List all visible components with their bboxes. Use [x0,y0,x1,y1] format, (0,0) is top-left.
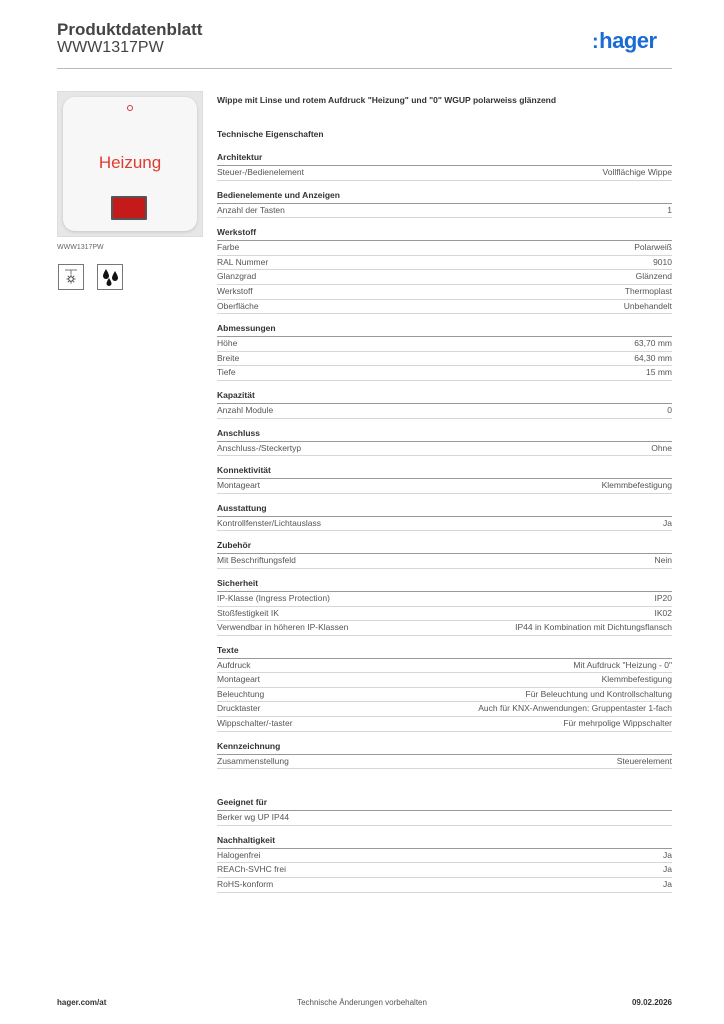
spec-section [217,835,672,893]
spec-section [217,741,672,770]
spec-row [217,270,672,285]
spec-row [217,863,672,878]
spec-label: Montageart [217,480,260,491]
spec-section [217,645,672,732]
spec-label: Beleuchtung [217,688,265,699]
logo-text: hager [599,28,657,53]
spec-value: Polarweiß [634,242,672,253]
spec-row [217,166,672,181]
spec-section [217,578,672,636]
section-title: Geeignet für [217,797,672,811]
spec-label: Zusammenstellung [217,755,289,766]
rocker-print-text: Heizung [98,153,162,172]
spec-label: RAL Nummer [217,256,269,267]
spec-row [217,404,672,419]
spec-row [217,702,672,717]
footer-notice: Technische Änderungen vorbehalten [297,998,427,1007]
spec-row [217,337,672,352]
spec-label: IP-Klasse (Ingress Protection) [217,592,330,603]
footer-date: 09.02.2026 [631,998,672,1007]
spec-value: Glänzend [635,271,672,282]
spec-section [217,152,672,181]
spec-value: Für mehrpolige Wippschalter [563,718,672,729]
spec-row [217,554,672,569]
spec-label: Halogenfrei [217,849,261,860]
spec-value: IP20 [654,592,672,603]
spec-label: Verwendbar in höheren IP-Klassen [217,622,349,633]
spec-section [217,797,672,826]
spec-row [217,607,672,622]
product-image [57,91,203,237]
spec-row [217,673,672,688]
spec-value: 64,30 mm [634,352,672,363]
spec-value: 15 mm [646,367,672,378]
section-title: Texte [217,645,672,659]
spec-label: Höhe [217,338,238,349]
spec-label: Breite [217,352,240,363]
section-title: Kennzeichnung [217,741,672,755]
spec-row [217,285,672,300]
spec-row [217,479,672,494]
spec-value: IP44 in Kombination mit Dichtungsflansch [515,622,672,633]
water-drops-icon [97,264,123,290]
footer-website: hager.com/at [57,998,107,1007]
spec-label: Glanzgrad [217,271,257,282]
hager-logo [592,28,657,54]
spec-row [217,256,672,271]
section-title: Konnektivität [217,465,672,479]
spec-value: Unbehandelt [623,300,672,311]
section-title: Anschluss [217,428,672,442]
spec-value: Steuerelement [616,755,672,766]
spec-label: Anzahl Module [217,404,274,415]
spec-row [217,849,672,864]
spec-section [217,227,672,314]
spec-sections [217,152,672,893]
spec-value: Ja [663,849,672,860]
spec-section [217,428,672,457]
spec-label: Stoßfestigkeit IK [217,607,279,618]
spec-label: Oberfläche [217,300,259,311]
spec-label: Wippschalter/-taster [217,718,293,729]
spec-value: Klemmbefestigung [601,674,672,685]
spec-value: Ja [663,879,672,890]
spec-label: Kontrollfenster/Lichtauslass [217,517,321,528]
section-title: Abmessungen [217,323,672,337]
spec-value: Thermoplast [624,285,672,296]
spec-row [217,755,672,770]
rocker-switch [63,97,197,231]
spec-value: Ja [663,864,672,875]
spec-row [217,659,672,674]
tech-properties-heading: Technische Eigenschaften [217,129,324,139]
page-title: Produktdatenblatt [57,20,203,39]
spec-row [217,366,672,381]
spec-value: Mit Aufdruck "Heizung - 0" [573,659,672,670]
spec-value: Für Beleuchtung und Kontrollschaltung [525,688,672,699]
spec-label: Anschluss-/Steckertyp [217,442,302,453]
spec-value: 0 [667,404,672,415]
spec-label: Montageart [217,674,260,685]
spec-label: Tiefe [217,367,236,378]
spec-value: 63,70 mm [634,338,672,349]
section-title: Architektur [217,152,672,166]
spec-row [217,241,672,256]
spec-section [217,540,672,569]
spec-value: Ja [663,517,672,528]
spec-value: 1 [667,204,672,215]
spec-row [217,442,672,457]
spec-section [217,190,672,219]
spec-row [217,811,672,826]
header-divider [57,68,672,69]
product-description: Wippe mit Linse und rotem Aufdruck "Heizung" und "0" WGUP polarweiss glänzend [217,95,557,105]
section-title: Nachhaltigkeit [217,835,672,849]
spec-value: Nein [654,555,672,566]
spec-label: Farbe [217,242,240,253]
spec-section [217,390,672,419]
section-title: Kapazität [217,390,672,404]
indoor-lamp-icon [58,264,84,290]
section-title: Bedienelemente und Anzeigen [217,190,672,204]
spec-row [217,352,672,367]
spec-row [217,621,672,636]
zero-marking [127,105,133,111]
spec-value: IK02 [654,607,672,618]
spec-label: Werkstoff [217,285,253,296]
image-caption: WWW1317PW [57,244,104,251]
spec-section [217,323,672,381]
logo-prefix: : [592,31,599,53]
spec-label: Berker wg UP IP44 [217,812,290,823]
section-title: Sicherheit [217,578,672,592]
spec-label: Drucktaster [217,703,261,714]
spec-value: Vollflächige Wippe [602,167,672,177]
spec-row [217,517,672,532]
spec-label: REACh-SVHC frei [217,864,286,875]
section-title: Werkstoff [217,227,672,241]
spec-row [217,300,672,315]
product-number: WWW1317PW [57,39,164,56]
spec-row [217,592,672,607]
spec-row [217,204,672,219]
spec-value: Klemmbefestigung [601,480,672,491]
spec-label: Anzahl der Tasten [217,204,285,215]
spec-label: Aufdruck [217,659,251,670]
spec-value: Ohne [651,442,672,453]
spec-section [217,503,672,532]
spec-label: Mit Beschriftungsfeld [217,555,296,566]
spec-section [217,465,672,494]
spec-label: Steuer-/Bedienelement [217,167,304,177]
red-lens [111,196,147,220]
spec-content [217,95,672,893]
section-title: Ausstattung [217,503,672,517]
spec-value: Auch für KNX-Anwendungen: Gruppentaster 1-fach [478,703,672,714]
section-title: Zubehör [217,540,672,554]
spec-label: RoHS-konform [217,879,274,890]
spec-value: 9010 [653,256,672,267]
spec-row [217,688,672,703]
spec-row [217,878,672,893]
spec-row [217,717,672,732]
